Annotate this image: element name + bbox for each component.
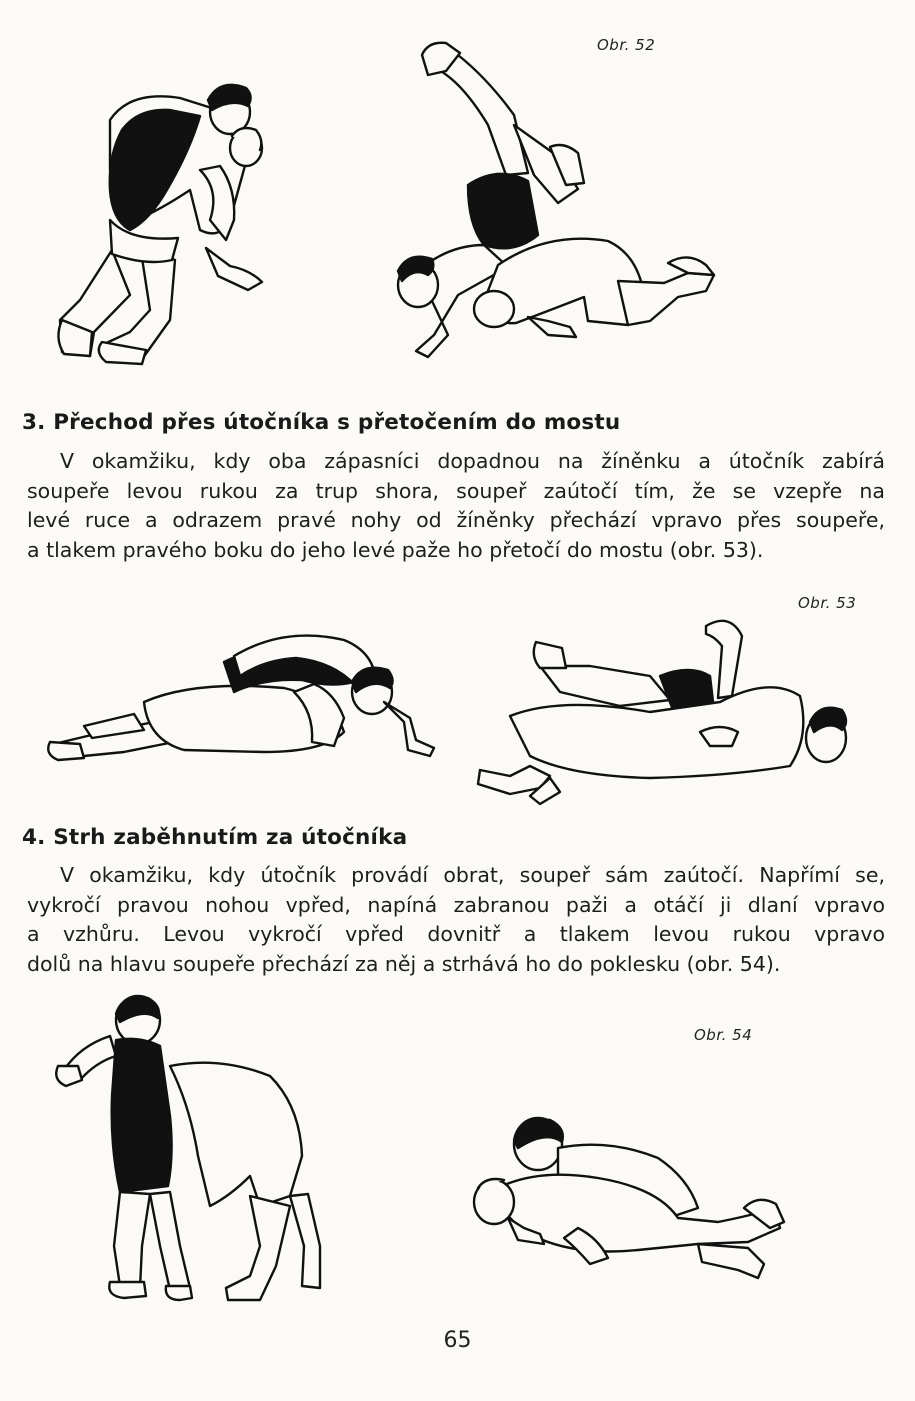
section-4-line-2: vykročí pravou nohou vpřed, napíná zabranou paži a otáčí ji dlaní vpravo xyxy=(27,892,885,917)
figure-52-right-illustration xyxy=(388,35,718,365)
figure-54-left-illustration xyxy=(50,996,320,1306)
section-3-line-4: a tlakem pravého boku do jeho levé paže ho přetočí do mostu (obr. 53). xyxy=(27,537,764,562)
section-3-heading: 3. Přechod přes útočníka s přetočením do mostu xyxy=(22,410,621,435)
figure-54-caption: Obr. 54 xyxy=(694,1026,753,1044)
section-3-line-3: levé ruce a odrazem pravé nohy od žíněnky přechází vpravo přes soupeře, xyxy=(27,508,885,532)
figure-52-caption: Obr. 52 xyxy=(597,36,656,54)
section-3-paragraph xyxy=(27,447,885,565)
section-3-line-1: V okamžiku, kdy oba zápasníci dopadnou na žíněnku a útočník zabírá xyxy=(60,449,885,473)
figure-54-right-illustration xyxy=(458,1118,788,1288)
section-4-line-4: dolů na hlavu soupeře přechází za něj a strhává ho do poklesku (obr. 54). xyxy=(27,951,781,976)
section-4-heading: 4. Strh zaběhnutím za útočníka xyxy=(22,825,408,850)
section-4-line-3: a vzhůru. Levou vykročí vpřed dovnitř a tlakem levou rukou vpravo xyxy=(27,922,885,946)
section-3-line-2: soupeře levou rukou za trup shora, soupeř zaútočí tím, že se vzepře na xyxy=(27,478,885,503)
figure-52-left-illustration xyxy=(50,70,280,380)
figure-53-right-illustration xyxy=(470,606,870,806)
section-4-line-1: V okamžiku, kdy útočník provádí obrat, soupeř sám zaútočí. Napřímí se, xyxy=(60,863,885,887)
page-number: 65 xyxy=(443,1328,472,1353)
figure-53-caption: Obr. 53 xyxy=(798,594,857,612)
section-4-paragraph xyxy=(27,861,885,979)
figure-53-left-illustration xyxy=(44,622,454,772)
